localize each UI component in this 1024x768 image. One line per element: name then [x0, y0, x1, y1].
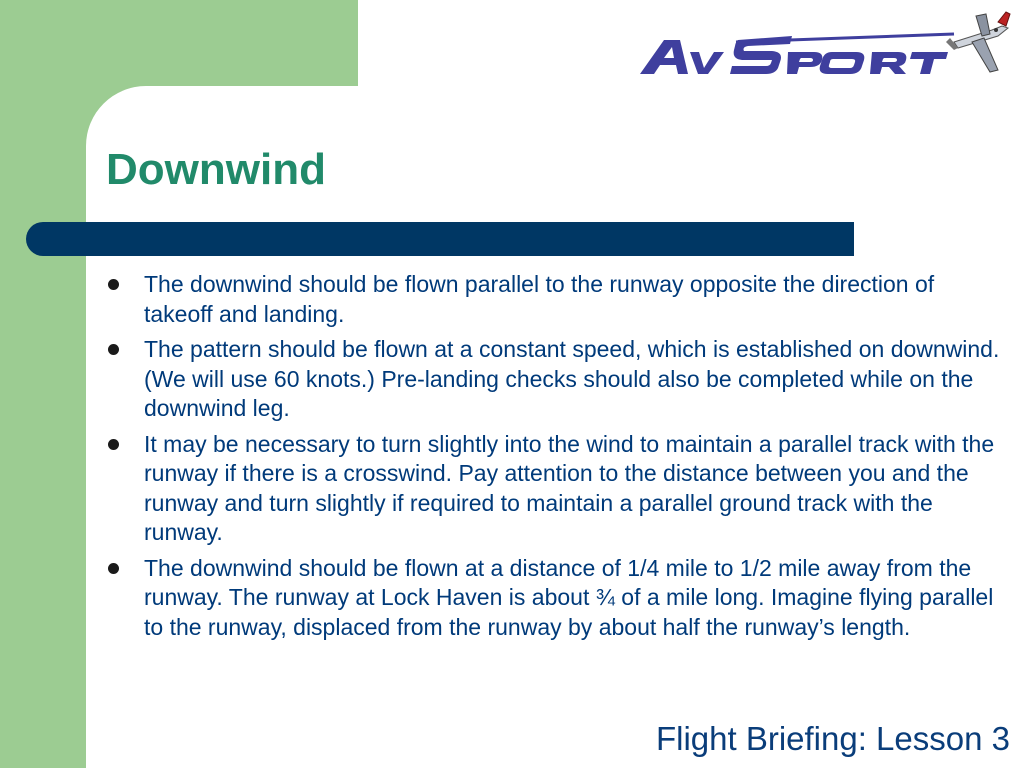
slide-footer: Flight Briefing: Lesson 3 [655, 720, 1010, 757]
bullet-dot-icon [108, 279, 119, 290]
title-divider-bar [26, 222, 854, 256]
bullet-item [104, 554, 1004, 643]
bullet-item [104, 270, 1004, 329]
bullet-text: It may be necessary to turn slightly into the wind to maintain a parallel track with the runway if there is a crosswind. Pay attention to the distance between you and the runway and turn slightly if required to maintain a parallel ground track with the runway. [144, 430, 995, 545]
avsport-logo [636, 4, 1020, 84]
bullet-text: The downwind should be flown parallel to the runway opposite the direction of takeoff and landing. [144, 271, 935, 327]
slide-title: Downwind [106, 145, 326, 194]
bullet-dot-icon [108, 563, 119, 574]
green-side-strip [0, 0, 86, 768]
logo-wordmark [640, 36, 948, 74]
bullet-dot-icon [108, 439, 119, 450]
bullet-item [104, 335, 1004, 424]
bullet-text: The pattern should be flown at a constant speed, which is established on downwind. (We will use 60 knots.) Pre-landing checks should also be completed while on the downwind leg. [144, 336, 1000, 421]
bullet-item [104, 430, 1004, 548]
airplane-icon [946, 12, 1010, 72]
bullet-dot-icon [108, 344, 119, 355]
bullet-text: The downwind should be flown at a distance of 1/4 mile to 1/2 mile away from the runway. The runway at Lock Haven is about ¾ of a mile long. Imagine flying parallel to the runway, displaced from the runway by about half the runway’s length. [144, 554, 994, 640]
bullet-list [104, 270, 1004, 648]
